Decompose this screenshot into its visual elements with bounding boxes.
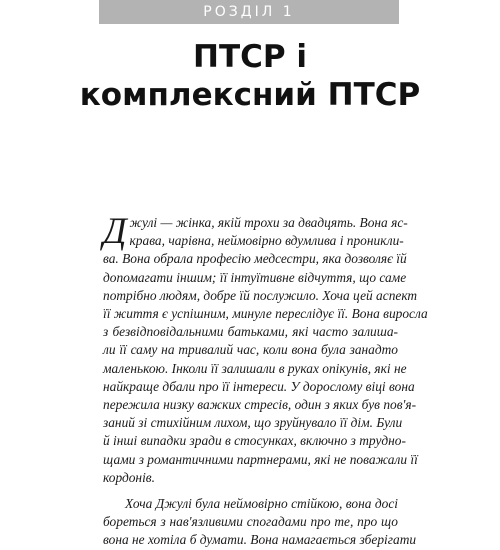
drop-cap: Д — [103, 211, 127, 252]
text-line: маленькою. Інколи її залишали в руках опікунів, які не — [103, 360, 407, 376]
text-line: ва. Вона обрала професію медсестри, яка дозволяє їй — [103, 251, 407, 267]
text-line: щами з романтичними партнерами, які не поважали її — [103, 451, 418, 467]
paragraph-2 — [103, 495, 417, 550]
text-line: вона не хотіла б думати. Вона намагається зберігати — [103, 532, 417, 548]
chapter-title — [0, 38, 500, 114]
text-line: потрібно людям, добре їй послужило. Хоча цей аспект — [103, 287, 418, 303]
text-line: кордонів. — [103, 469, 155, 485]
paragraph-1 — [103, 211, 428, 487]
chapter-label: РОЗДІЛ 1 — [99, 0, 399, 24]
chapter-title-line-1: ПТСР і — [193, 39, 307, 75]
text-line: й інші випадки зради в стосунках, включно з трудно- — [103, 433, 406, 449]
text-line: крава, чарівна, неймовірно вдумлива і проникли- — [129, 233, 404, 249]
text-line: пережила низку важких стресів, один з яких був пов'я- — [103, 397, 417, 413]
text-line: бореться з нав'язливими спогадами про те, про що — [103, 514, 398, 530]
body-text — [103, 211, 428, 550]
text-line: найкраще дбали про її інтереси. У дорослому віці вона — [103, 378, 415, 394]
text-line: з безвідповідальними батьками, які часто залиша- — [103, 324, 398, 340]
text-line: її життя є успішним, минуле переслідує її. Вона виросла — [103, 306, 428, 322]
text-line: заний зі стихійним лихом, що зруйнувало її дім. Були — [103, 415, 403, 431]
text-line: допомагати іншим; її інтуїтивне відчуття, що саме — [103, 269, 407, 285]
text-line: ли її саму на тривалий час, коли вона була занадто — [103, 342, 398, 358]
chapter-title-line-2: комплексний ПТСР — [79, 77, 421, 113]
text-line: Хоча Джулі була неймовірно стійкою, вона досі — [125, 496, 398, 512]
text-line: жулі — жінка, якій трохи за двадцять. Вона яс- — [129, 215, 408, 230]
